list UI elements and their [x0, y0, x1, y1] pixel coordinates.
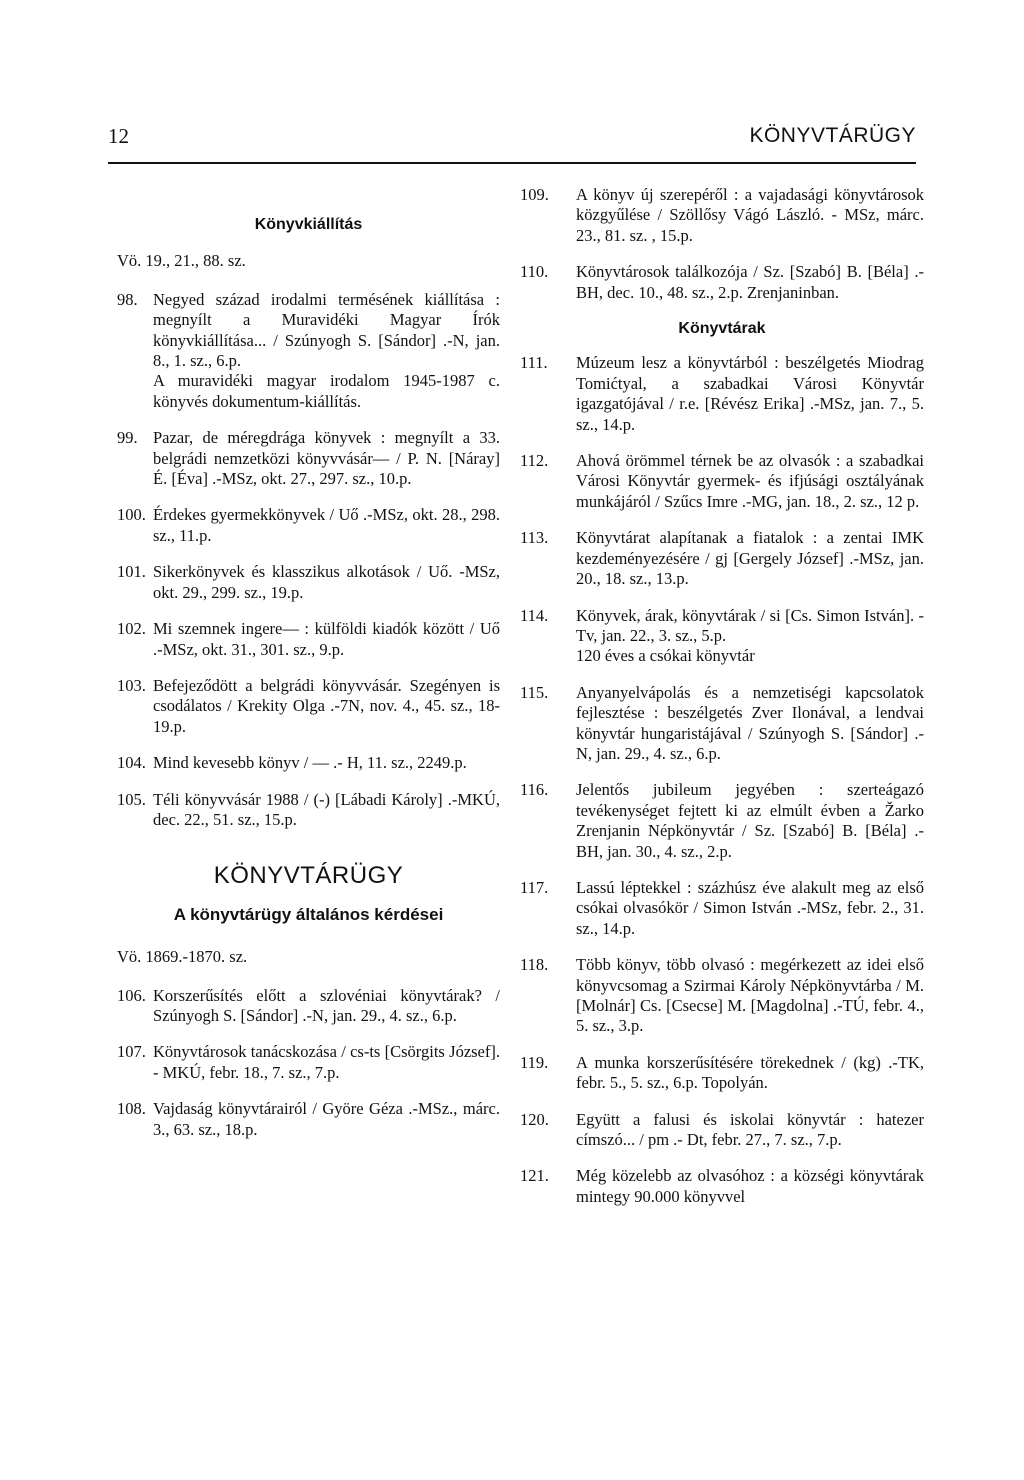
entry-number: 111. [520, 353, 548, 373]
section-heading-konyvtarak: Könyvtárak [678, 320, 766, 338]
entry-text: Még közelebb az olvasóhoz : a községi könyvtárak mintegy 90.000 könyvvel [576, 1166, 924, 1206]
entry-115 [520, 683, 924, 765]
entry-text: Vajdaság könyvtárairól / Györe Géza .-MSz., márc. 3., 63. sz., 18.p. [153, 1099, 500, 1139]
entry-number: 105. [117, 789, 146, 809]
page-number: 12 [108, 124, 129, 148]
entry-number: 115. [520, 682, 549, 702]
entry-99 [117, 428, 500, 489]
entry-text: Téli könyvvásár 1988 / (-) [Lábadi Károly] .-MKÚ, dec. 22., 51. sz., 15.p. [153, 789, 500, 829]
entry-number: 100. [117, 505, 146, 525]
entry-text: Lassú léptekkel : százhúsz éve alakult meg az első csókai olvasókör / Simon István .-MSz, febr. 2., 31. sz., 14.p. [576, 877, 924, 938]
entry-number: 121. [520, 1166, 549, 1186]
entry-text: Befejeződött a belgrádi könyvvásár. Szegényen is csodálatos / Krekity Olga .-7N, nov. 4., 45. sz., 18-19.p. [153, 675, 500, 736]
entry-number: 119. [520, 1052, 549, 1072]
entry-text: Múzeum lesz a könyvtárból : beszélgetés Miodrag Tomićtyal, a szabadkai Városi Könyvtár igazgatójával / r.e. [Révész Erika] .-MSz, jan. 7., 5. sz., 14.p. [576, 353, 924, 434]
entry-100 [117, 505, 500, 546]
entry-number: 114. [520, 605, 549, 625]
entry-121 [520, 1166, 924, 1207]
entry-text: Könyvtárat alapítanak a fiatalok : a zentai IMK kezdeményezésére / gj [Gergely József] .-MSz, jan. 20., 18. sz., 13.p. [576, 528, 924, 589]
entry-text: Együtt a falusi és iskolai könyvtár : hatezer címszó... / pm .- Dt, febr. 27., 7. sz., 7.p. [576, 1109, 924, 1150]
entry-number: 102. [117, 619, 146, 639]
section-title: KÖNYVTÁRÜGY [213, 862, 404, 890]
entry-111 [520, 353, 924, 435]
entry-number: 98. [117, 289, 138, 309]
entry-113 [520, 528, 924, 589]
entry-number: 117. [520, 877, 549, 897]
entry-number: 99. [117, 428, 138, 448]
entry-98 [117, 290, 500, 412]
entry-text: Ahová örömmel térnek be az olvasók : a szabadkai Városi Könyvtár gyermek- és ifjúsági osztályának munkájáról / Szűcs Imre .-MG, jan. 18., 2. sz., 12 p. [576, 451, 924, 511]
entry-120 [520, 1110, 924, 1151]
entry-text: Korszerűsítés előtt a szlovéniai könyvtárak? / Szúnyogh S. [Sándor] .-N, jan. 29., 4. sz., 6.p. [153, 985, 500, 1025]
entry-118 [520, 955, 924, 1037]
entry-106 [117, 986, 500, 1027]
page-header [108, 124, 916, 160]
entry-number: 101. [117, 562, 146, 582]
entry-text: Mi szemnek ingere— : külföldi kiadók között / Uő .-MSz, okt. 31., 301. sz., 9.p. [153, 619, 500, 659]
entry-text: Sikerkönyvek és klasszikus alkotások / Uő. -MSz, okt. 29., 299. sz., 19.p. [153, 562, 500, 602]
entry-note: A muravidéki magyar irodalom 1945-1987 c. könyvés dokumentum-kiállítás. [153, 371, 500, 411]
entry-citation: Könyvek, árak, könyvtárak / si [Cs. Simon István]. - Tv, jan. 22., 3. sz., 5.p. [576, 605, 924, 645]
entry-107 [117, 1042, 500, 1083]
entry-102 [117, 619, 500, 660]
header-rule [108, 162, 916, 164]
entry-109 [520, 185, 924, 246]
section-heading-konyvkiallitas: Könyvkiállítás [254, 216, 363, 233]
entry-text: Több könyv, több olvasó : megérkezett az idei első könyvcsomag a Szirmai Károly Népkönyvtárba / M. [Molnár] Cs. [Csecse] M. [Magdolna] .-TÚ, febr. 4., 5. sz., 3.p. [576, 955, 924, 1036]
entry-110 [520, 262, 924, 303]
entry-108 [117, 1099, 500, 1140]
entry-citation: Negyed század irodalmi termésének kiállítása : megnyílt a Muravidéki Magyar Írók könyvkiállítása... / Szúnyogh S. [Sándor] .-N, jan. 8., 1. sz., 6.p. [153, 289, 500, 371]
entry-text [153, 290, 500, 412]
entry-number: 118. [520, 955, 549, 975]
cross-reference: Vö. 19., 21., 88. sz. [117, 251, 246, 271]
entry-number: 110. [520, 262, 549, 282]
entry-text: Érdekes gyermekkönyvek / Uő .-MSz, okt. 28., 298. sz., 11.p. [153, 505, 500, 545]
entry-117 [520, 878, 924, 939]
running-title: KÖNYVTÁRÜGY [749, 124, 916, 147]
entry-text: Mind kevesebb könyv / — .- H, 11. sz., 2249.p. [153, 753, 467, 773]
entry-number: 109. [520, 185, 549, 204]
entry-text: Jelentős jubileum jegyében : szerteágazó tevékenységet fejtett ki az elmúlt évben a Žarko Zrenjanin Népkönyvtár / Sz. [Szabó] B. [Béla] .-BH, jan. 30., 4. sz., 2.p. [576, 780, 924, 861]
entry-text: Könyvtárosok tanácskozása / cs-ts [Csörgits József]. - MKÚ, febr. 18., 7. sz., 7.p. [153, 1042, 500, 1082]
entry-114 [520, 606, 924, 667]
entry-105 [117, 790, 500, 831]
right-column [520, 185, 924, 1223]
entry-number: 108. [117, 1099, 146, 1119]
entry-text: A könyv új szerepéről : a vajadasági könyvtárosok közgyűlése / Szöllősy Vágó László. - MSz, márc. 23., 81. sz. , 15.p. [576, 185, 924, 245]
left-column [117, 185, 500, 1156]
entry-text: A munka korszerűsítésére törekednek / (kg) .-TK, febr. 5., 5. sz., 6.p. Topolyán. [576, 1052, 924, 1093]
cross-reference: Vö. 1869.-1870. sz. [117, 947, 248, 967]
entry-number: 116. [520, 780, 549, 800]
entry-number: 113. [520, 528, 549, 548]
entry-101 [117, 562, 500, 603]
entry-119 [520, 1053, 924, 1094]
entry-note: 120 éves a csókai könyvtár [576, 646, 755, 666]
entry-116 [520, 780, 924, 862]
entry-112 [520, 451, 924, 512]
entry-number: 120. [520, 1109, 549, 1129]
entry-number: 103. [117, 675, 146, 695]
entry-number: 106. [117, 985, 146, 1005]
entry-text [576, 606, 924, 667]
entry-text: Pazar, de méregdrága könyvek : megnyílt a 33. belgrádi nemzetközi könyvvásár— / P. N. [Náray] É. [Éva] .-MSz, okt. 27., 297. sz., 10.p. [153, 428, 500, 489]
entry-number: 104. [117, 753, 146, 773]
entry-text: Anyanyelvápolás és a nemzetiségi kapcsolatok fejlesztése : beszélgetés Zver Ilonával, a lendvai könyvtár hungaristájával / Szúnyogh S. [Sándor] .-N, jan. 29., 4. sz., 6.p. [576, 682, 924, 763]
entry-103 [117, 676, 500, 737]
entry-number: 112. [520, 451, 549, 471]
entry-number: 107. [117, 1042, 146, 1062]
entry-text: Könyvtárosok találkozója / Sz. [Szabó] B. [Béla] .-BH, dec. 10., 48. sz., 2.p. Zrenjaninban. [576, 262, 924, 302]
section-heading-altalanos: A könyvtárügy általános kérdései [173, 904, 444, 924]
entry-104 [117, 753, 500, 773]
